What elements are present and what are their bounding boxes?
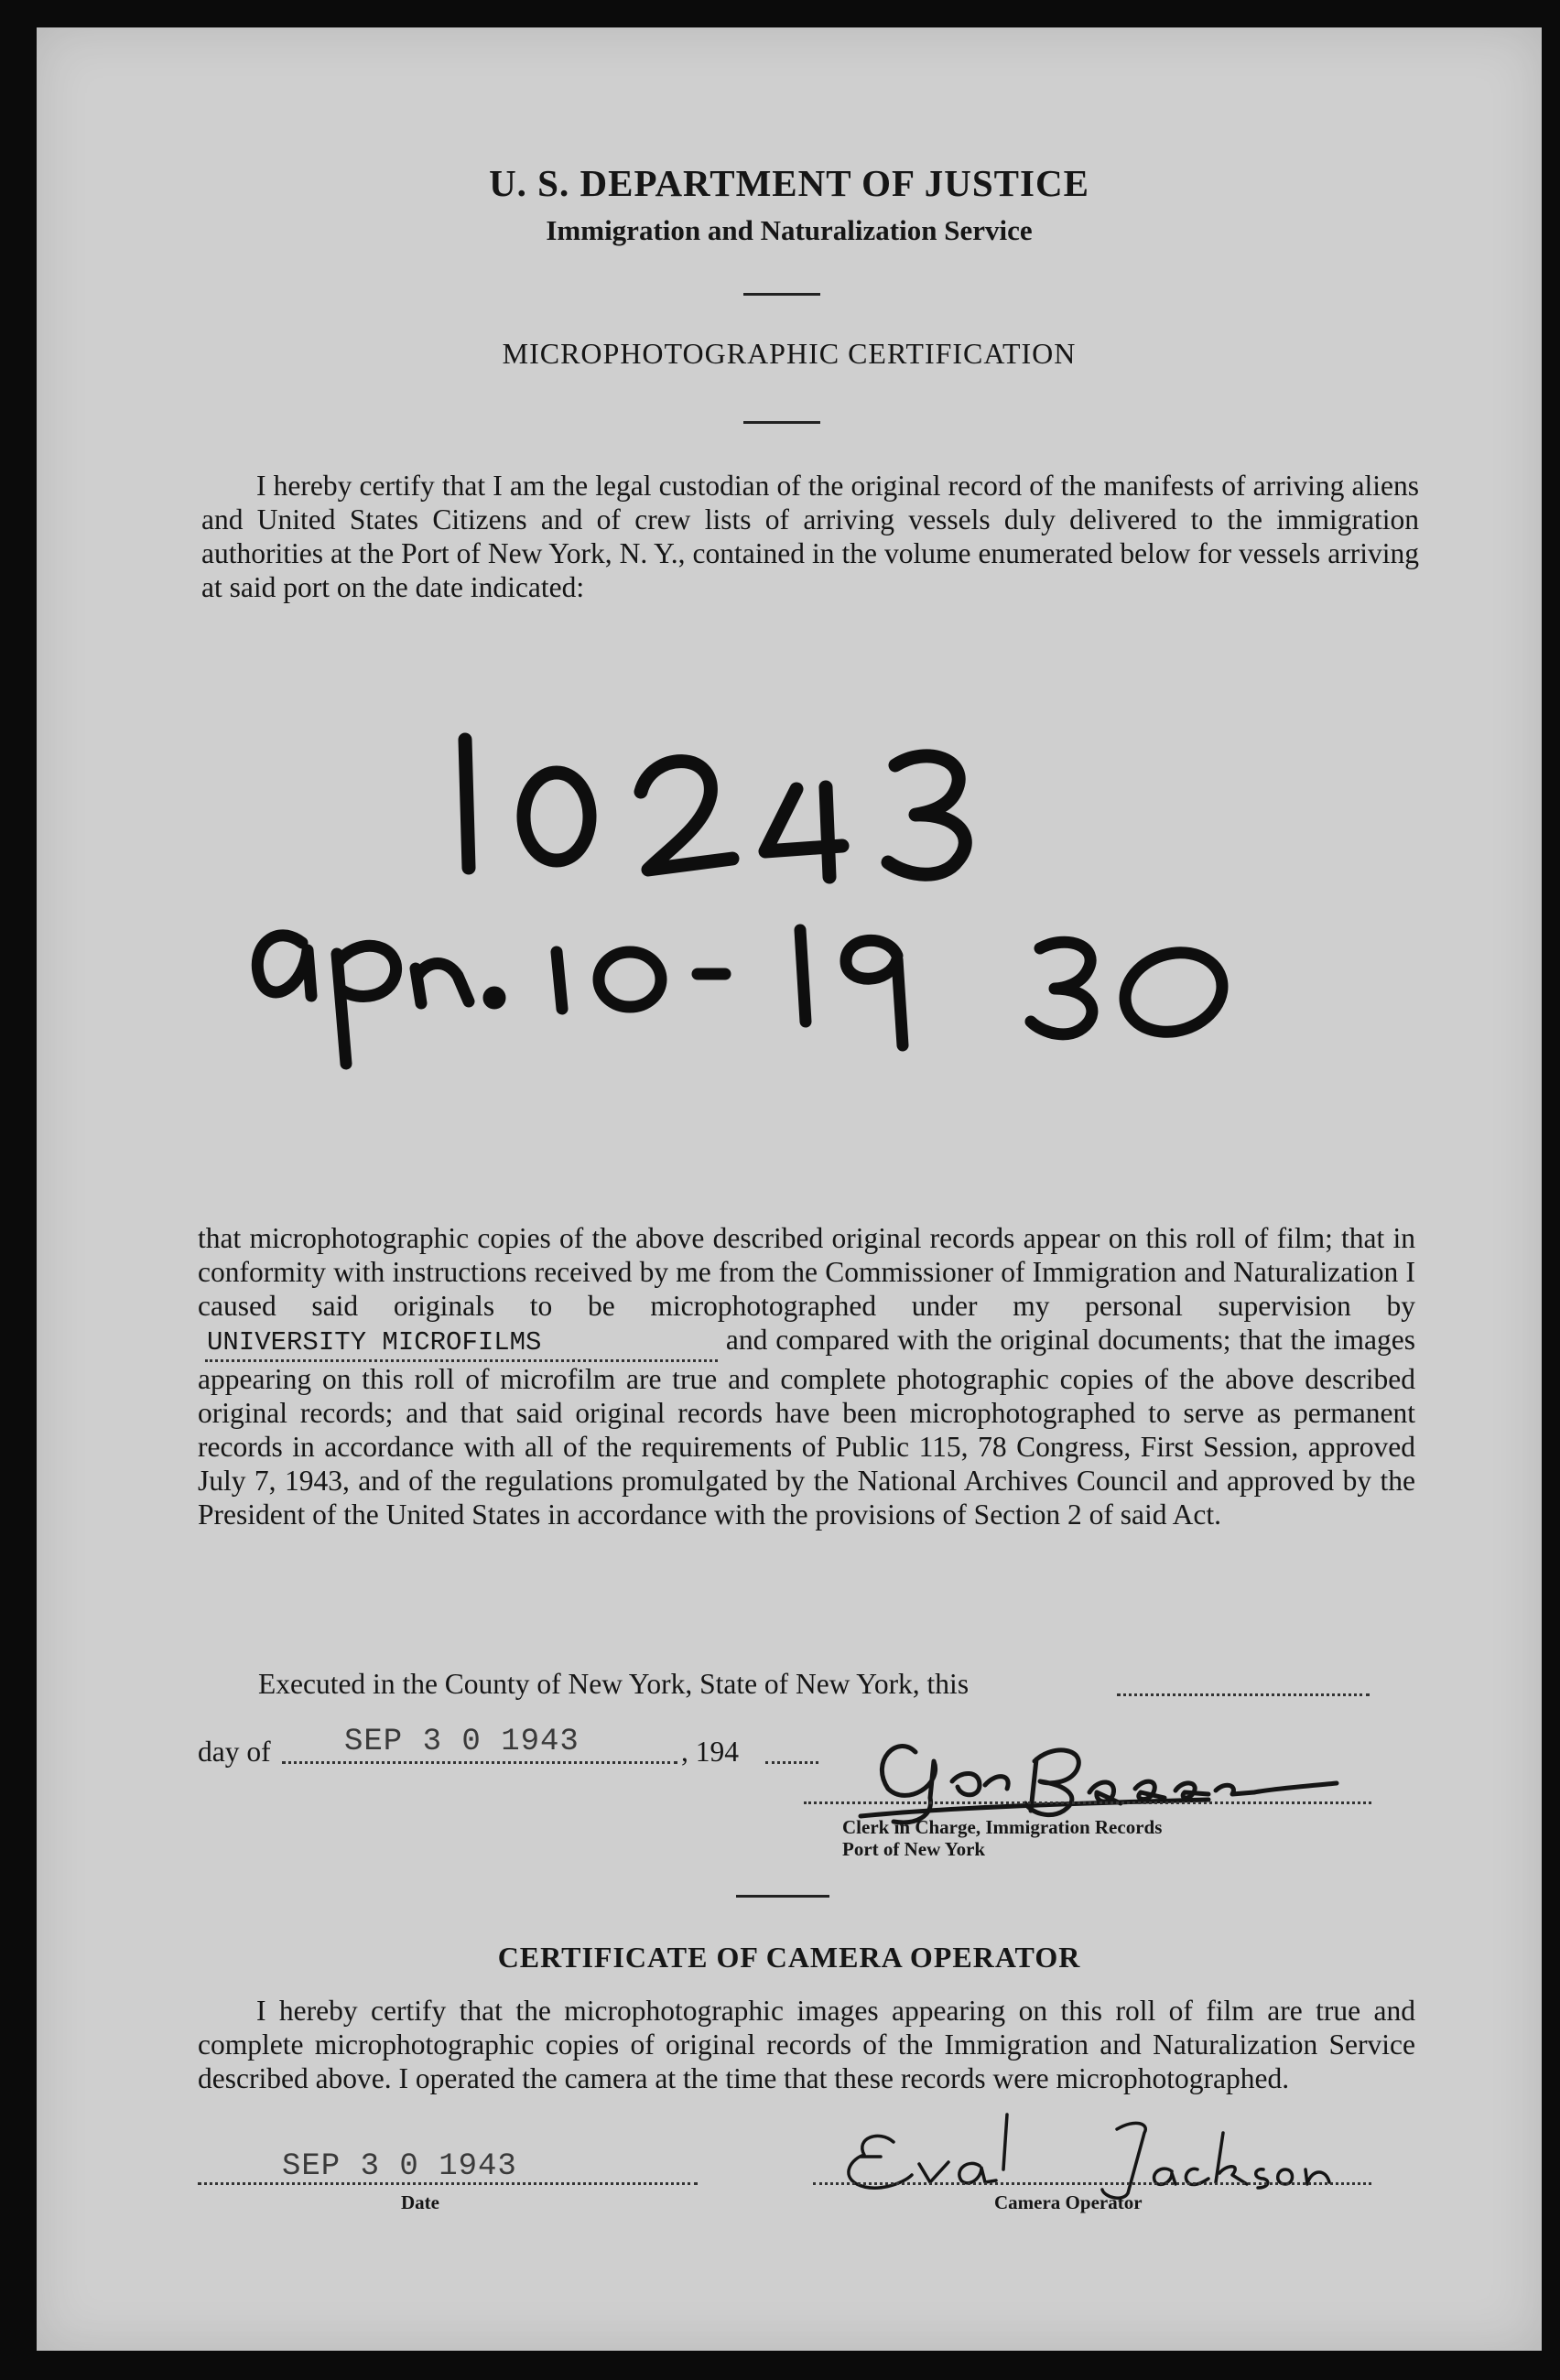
divider <box>736 1895 829 1898</box>
year-blank <box>765 1761 818 1764</box>
clerk-signature-line <box>804 1801 1371 1804</box>
clerk-title-line1: Clerk in Charge, Immigration Records <box>842 1816 1163 1838</box>
clerk-title-line2: Port of New York <box>842 1838 986 1860</box>
body-paragraph-part2: and compared with the original documents; that the images appearing on this roll of microfilm are true and complete photographic copies of the above described original records; and that said original records have been microphotographed to serve as permanent records in accordance with all of the requirements of Public 115, 78 Congress, First Session, approved July 7, 1943, and of the regulations promulgated by the National Archives Council and approved by the President of the United States in accordance with the provisions of Section 2 of said Act. <box>198 1324 1416 1531</box>
executed-date-stamp: SEP 3 0 1943 <box>344 1725 580 1759</box>
date-label: Date <box>401 2191 439 2213</box>
service-subtitle: Immigration and Naturalization Service <box>546 214 1033 246</box>
operator-signature-line <box>813 2182 1371 2185</box>
executed-line: Executed in the County of New York, State of New York, this <box>258 1668 970 1700</box>
certification-title: MICROPHOTOGRAPHIC CERTIFICATION <box>502 337 1077 370</box>
camera-operator-title: CERTIFICATE OF CAMERA OPERATOR <box>497 1941 1081 1974</box>
day-of-label: day of <box>198 1736 271 1768</box>
clerk-title <box>842 1816 1162 1860</box>
handwritten-arrival-date <box>37 27 1542 1181</box>
executed-day-blank <box>1117 1693 1370 1696</box>
certificate-sheet <box>37 27 1542 2351</box>
operator-date-stamp: SEP 3 0 1943 <box>282 2149 517 2184</box>
intro-paragraph: I hereby certify that I am the legal custodian of the original record of the manifests of arriving aliens and United States Citizens and of crew lists of arriving vessels duly delivered to the immigration authorities at the Port of New York, N. Y., contained in the volume enumerated below for vessels arriving at said port on the date indicated: <box>201 470 1419 603</box>
year-prefix: , 194 <box>681 1736 739 1768</box>
camera-operator-paragraph: I hereby certify that the microphotographic images appearing on this roll of film are true and complete microphotographic copies of original records of the Immigration and Naturalization Service described above. I operated the camera at the time that these records were microphotographed. <box>198 1995 1415 2094</box>
day-of-blank <box>282 1761 677 1764</box>
department-title: U. S. DEPARTMENT OF JUSTICE <box>489 162 1089 204</box>
body-paragraph <box>198 1221 1415 1531</box>
filming-company: UNIVERSITY MICROFILMS <box>205 1325 718 1362</box>
body-paragraph-part1: that microphotographic copies of the above described original records appear on this roll of film; that in conformity with instructions received by me from the Commissioner of Immigration and Naturalization I caused said originals to be microphotographed under my personal supervision by <box>198 1222 1415 1322</box>
camera-operator-label: Camera Operator <box>994 2191 1143 2213</box>
